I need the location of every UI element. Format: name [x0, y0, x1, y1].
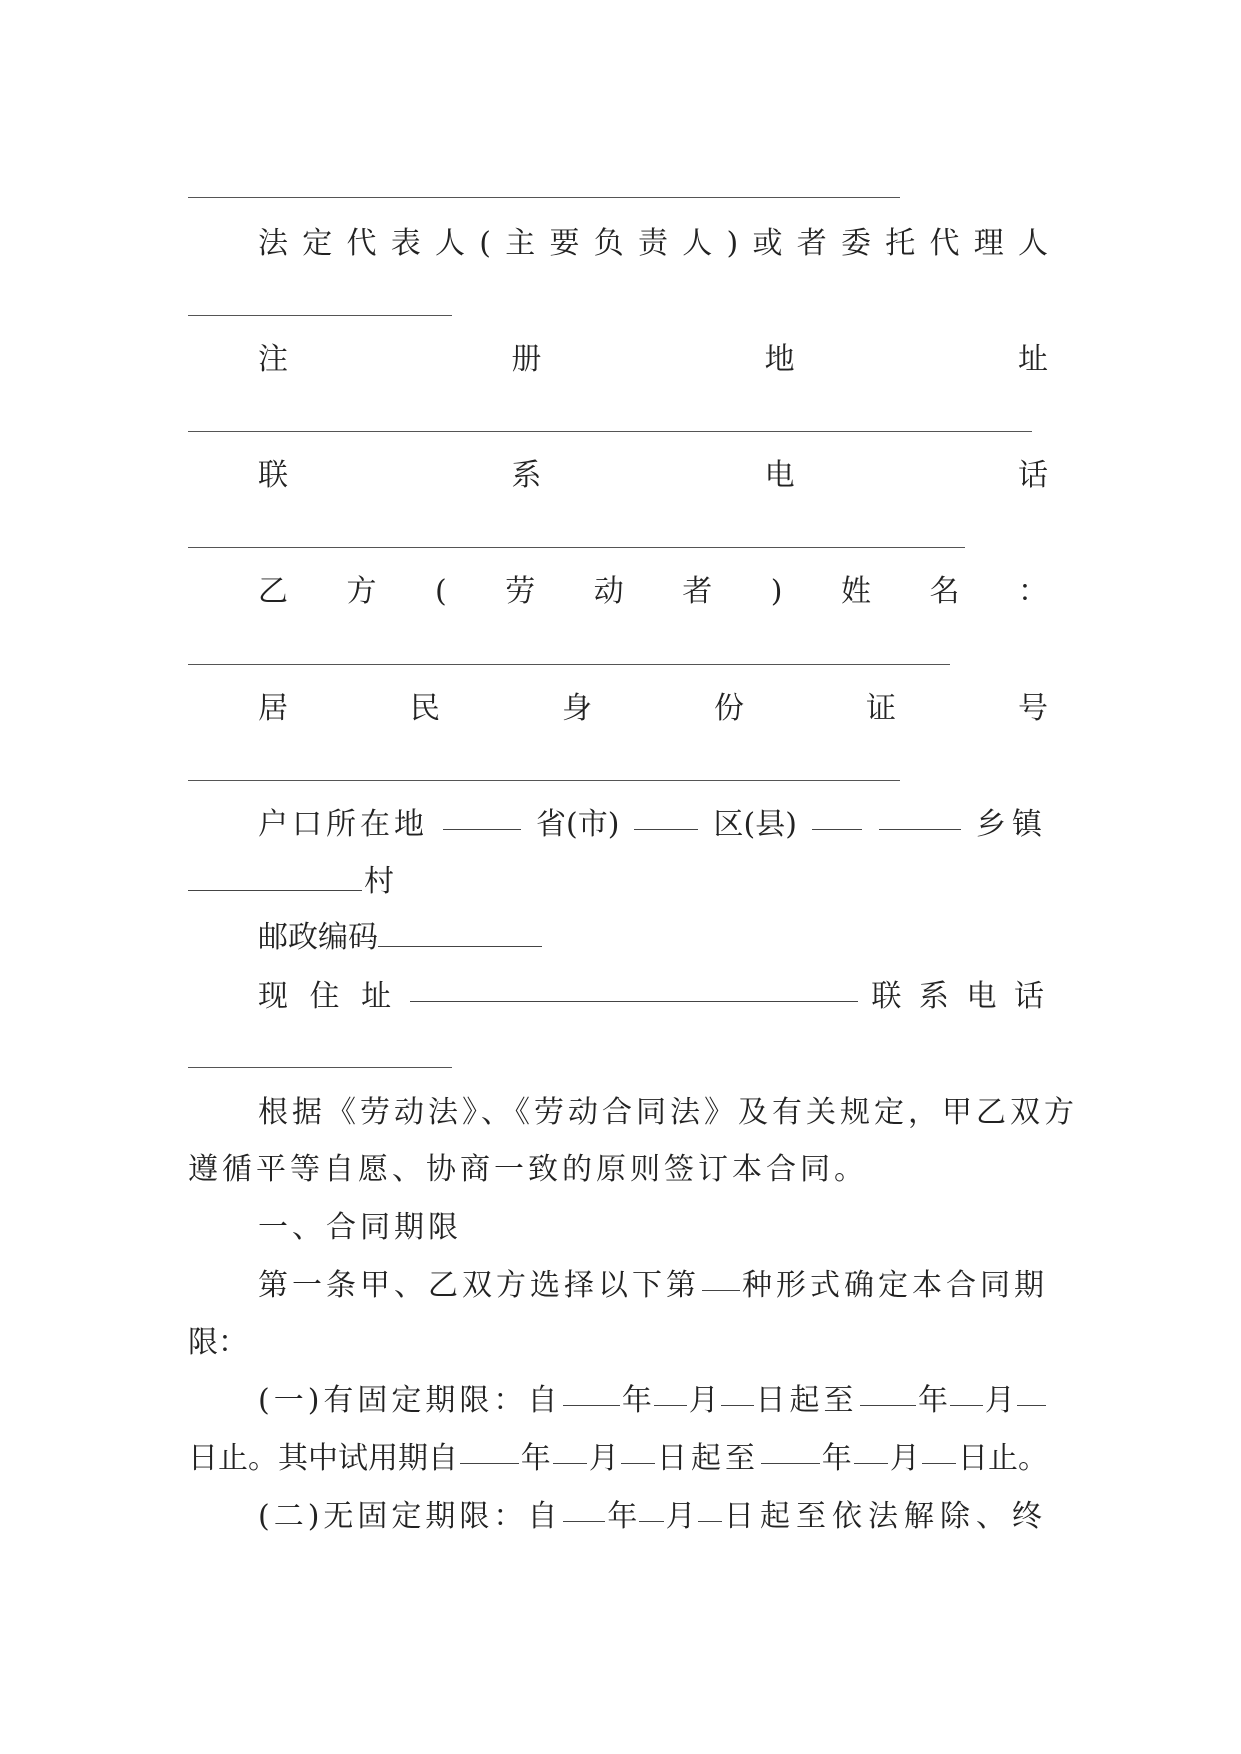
blank-line	[188, 547, 965, 548]
month-label: 月	[665, 1499, 696, 1534]
year-label: 年	[918, 1383, 949, 1418]
blank-day	[721, 1381, 754, 1406]
blank-day	[922, 1439, 956, 1464]
day-end-label: 日止。	[958, 1441, 1049, 1476]
party-b-name-char: )	[770, 574, 783, 609]
open-term-rest: 日起至依法解除、终	[723, 1499, 1048, 1534]
legal-representative-char: (	[479, 226, 491, 261]
party-b-name-char: (	[435, 574, 447, 609]
current-address-line	[258, 977, 1048, 1017]
blank-month	[854, 1439, 888, 1464]
blank-line	[188, 664, 950, 665]
contact-phone-char: 系	[511, 458, 542, 493]
party-b-name-char: 名	[929, 574, 960, 609]
contact-phone-char: 电	[764, 458, 795, 493]
legal-representative-char: 人	[435, 226, 465, 261]
contact-phone-label	[258, 456, 1048, 496]
blank-form-number	[702, 1266, 740, 1291]
fixed-term-label: (一)有固定期限：自	[258, 1383, 562, 1418]
id-number-char: 民	[410, 691, 440, 726]
party-b-name-char: 乙	[258, 574, 288, 609]
blank-current-address	[410, 977, 858, 1002]
id-number-char: 号	[1018, 691, 1048, 726]
article-1-part-2: 种形式确定本合同期	[742, 1268, 1048, 1303]
current-phone-label: 联 系 电 话	[871, 979, 1048, 1014]
blank-day	[698, 1497, 722, 1522]
blank-month	[950, 1381, 983, 1406]
township-label: 乡镇	[975, 807, 1048, 842]
party-b-name-label	[258, 572, 1048, 612]
blank-year	[860, 1381, 917, 1406]
year-label: 年	[821, 1441, 852, 1476]
fixed-term-line-2	[188, 1439, 1048, 1479]
blank-township	[879, 805, 961, 830]
current-address-label: 现 住 址	[258, 979, 398, 1014]
preamble-line-2: 遵循平等自愿、协商一致的原则签订本合同。	[188, 1152, 868, 1187]
legal-representative-char: 代	[346, 226, 377, 261]
blank-year	[460, 1439, 519, 1464]
party-b-name-char: 姓	[840, 574, 871, 609]
province-label: 省(市)	[536, 807, 620, 842]
legal-representative-char: 表	[390, 226, 421, 261]
registered-address-char: 册	[511, 342, 542, 377]
village-label: 村	[364, 864, 394, 899]
year-label: 年	[520, 1441, 551, 1476]
hukou-label: 户口所在地	[258, 807, 428, 842]
legal-representative-char: 法	[258, 226, 288, 261]
article-1-part-1: 第一条甲、乙双方选择以下第	[258, 1268, 700, 1303]
village-line	[188, 862, 394, 902]
preamble-line-1: 根据《劳动法》、《劳动合同法》及有关规定，甲乙双方	[258, 1095, 1078, 1130]
legal-representative-char: 人	[1017, 226, 1048, 261]
blank-line	[188, 315, 452, 316]
section-title: 一、合同期限	[258, 1210, 462, 1245]
fixed-term-line-1	[258, 1381, 1048, 1421]
legal-representative-char: 人	[682, 226, 713, 261]
party-b-name-char: 者	[682, 574, 713, 609]
registered-address-char: 注	[258, 342, 288, 377]
blank-year	[761, 1439, 820, 1464]
id-number-label	[258, 689, 1048, 729]
id-number-char: 居	[258, 691, 288, 726]
blank-line	[188, 431, 1032, 432]
blank-day	[1017, 1381, 1046, 1406]
blank-city	[634, 805, 698, 830]
year-label: 年	[607, 1499, 638, 1534]
blank-month	[639, 1497, 663, 1522]
blank-day	[621, 1439, 655, 1464]
blank-line	[188, 1067, 452, 1068]
postcode-line	[258, 918, 544, 958]
blank-line	[188, 197, 900, 198]
legal-representative-char: 者	[796, 226, 827, 261]
registered-address-char: 地	[764, 342, 795, 377]
blank-district	[812, 805, 862, 830]
article-1-line	[258, 1266, 1048, 1306]
month-label: 月	[889, 1441, 920, 1476]
legal-representative-char: 要	[549, 226, 580, 261]
party-b-name-char: ：	[1017, 574, 1048, 609]
month-label: 月	[688, 1383, 719, 1418]
legal-representative-char: 主	[505, 226, 536, 261]
blank-province	[443, 805, 521, 830]
hukou-line	[258, 805, 1048, 845]
blank-month	[553, 1439, 587, 1464]
legal-representative-char: 责	[637, 226, 668, 261]
legal-representative-label	[258, 224, 1048, 264]
legal-representative-char: 定	[302, 226, 333, 261]
party-b-name-char: 劳	[505, 574, 536, 609]
legal-representative-char: 或	[752, 226, 783, 261]
open-term-line	[258, 1497, 1048, 1537]
article-1-part-3: 限：	[188, 1325, 248, 1360]
open-term-label: (二)无固定期限：自	[258, 1499, 562, 1534]
legal-representative-char: 代	[929, 226, 960, 261]
year-label: 年	[621, 1383, 652, 1418]
id-number-char: 份	[714, 691, 744, 726]
legal-representative-char: 负	[593, 226, 624, 261]
legal-representative-char: 托	[885, 226, 916, 261]
blank-postcode	[378, 922, 542, 947]
day-from-label: 日起至	[657, 1441, 760, 1476]
registered-address-char: 址	[1017, 342, 1048, 377]
blank-village	[188, 866, 362, 891]
legal-representative-char: 理	[973, 226, 1004, 261]
legal-representative-char: 委	[840, 226, 871, 261]
probation-label: 日止。其中试用期自	[188, 1441, 458, 1476]
blank-year	[563, 1381, 620, 1406]
month-label: 月	[984, 1383, 1015, 1418]
party-b-name-char: 动	[593, 574, 624, 609]
blank-month	[654, 1381, 687, 1406]
blank-year	[563, 1497, 605, 1522]
legal-representative-char: )	[726, 226, 739, 261]
district-label: 区(县)	[713, 807, 797, 842]
month-label: 月	[588, 1441, 619, 1476]
blank-line	[188, 780, 900, 781]
registered-address-label	[258, 340, 1048, 380]
day-from-label: 日起至	[755, 1383, 858, 1418]
id-number-char: 身	[562, 691, 592, 726]
party-b-name-char: 方	[346, 574, 377, 609]
postcode-label: 邮政编码	[258, 920, 378, 955]
contact-phone-char: 联	[258, 458, 288, 493]
id-number-char: 证	[866, 691, 896, 726]
contact-phone-char: 话	[1017, 458, 1048, 493]
